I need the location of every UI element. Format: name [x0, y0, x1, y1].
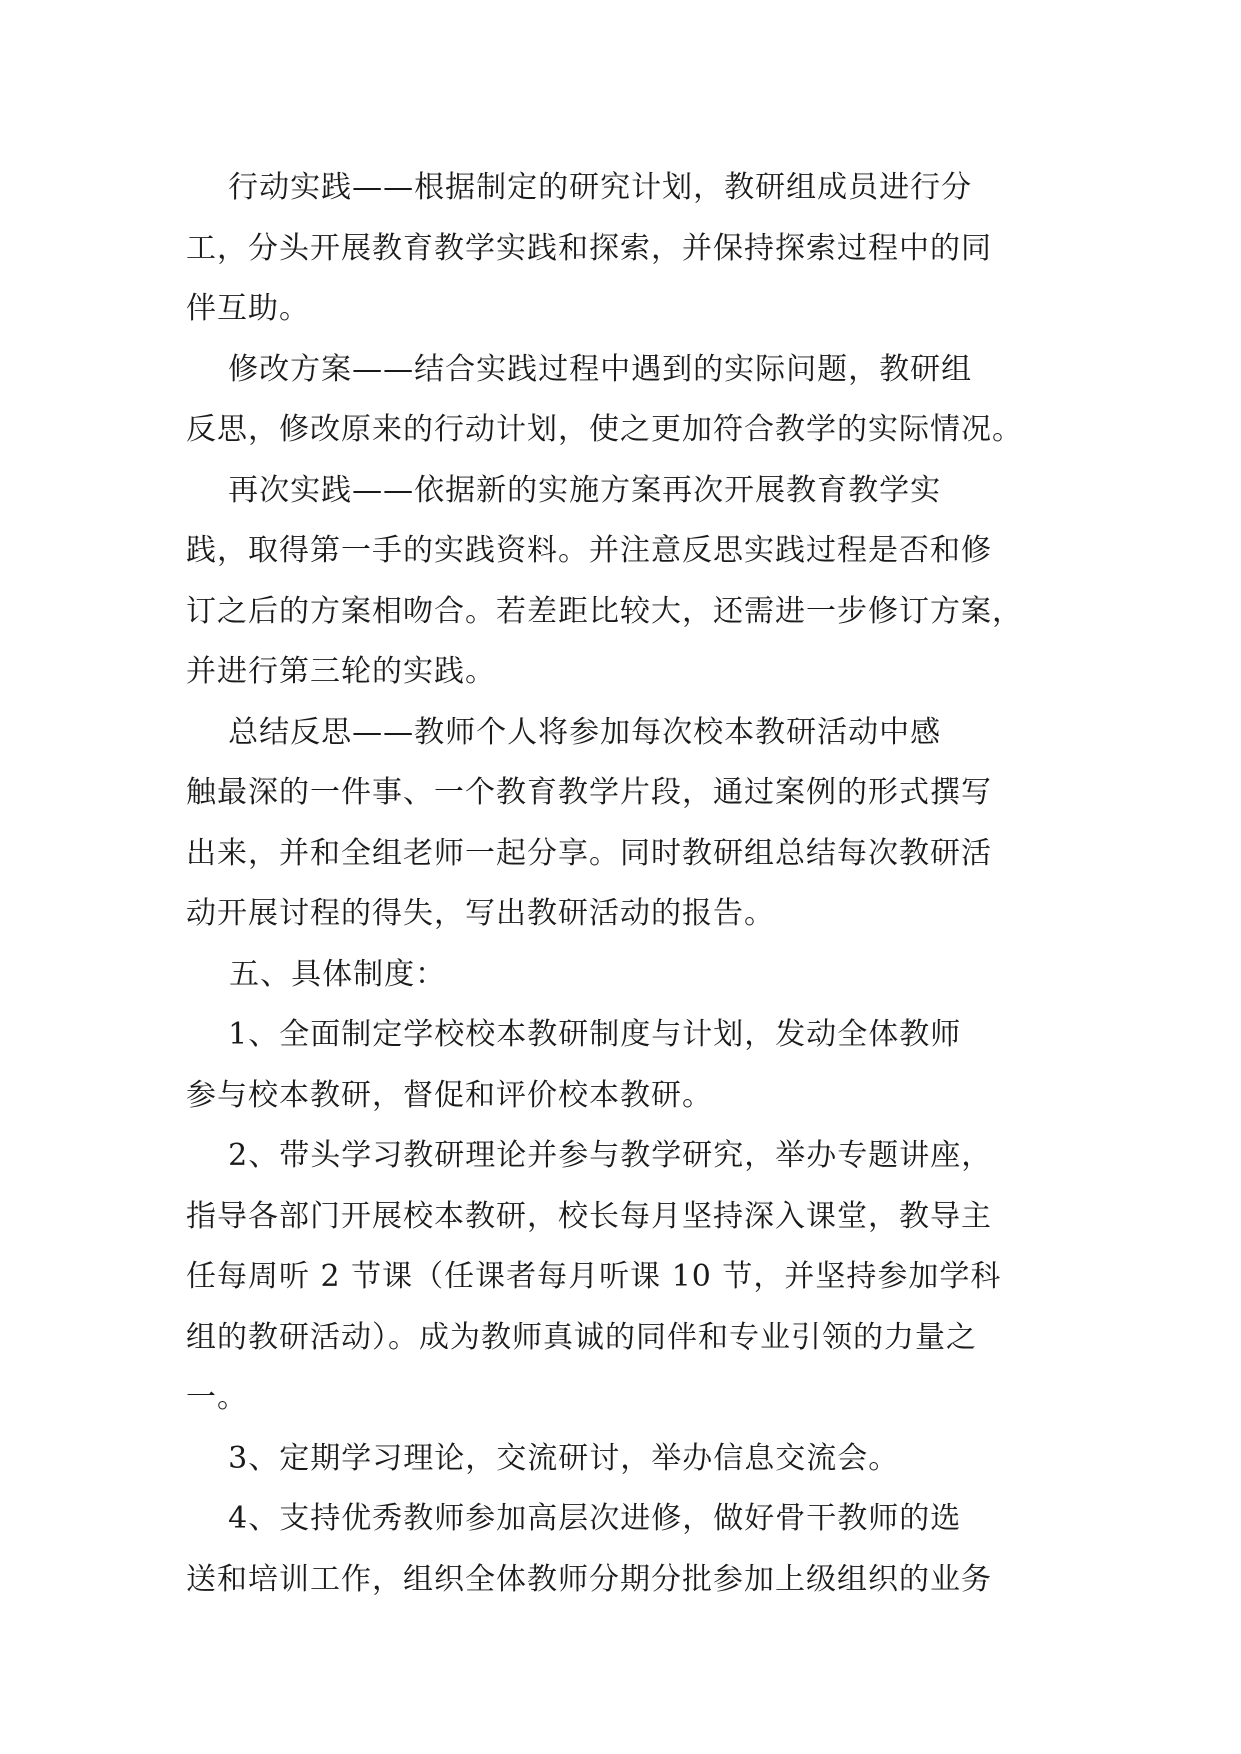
text-line: 4、支持优秀教师参加高层次进修，做好骨干教师的选 — [186, 1501, 962, 1536]
text-line: 指导各部门开展校本教研，校长每月坚持深入课堂，教导主 — [186, 1198, 992, 1234]
list-item-1 — [186, 1005, 1056, 1126]
text-line: 动开展讨程的得失，写出教研活动的报告。 — [186, 896, 775, 931]
text-line: 工，分头开展教育教学实践和探索，并保持探索过程中的同 — [186, 230, 992, 266]
text-line: 总结反思——教师个人将参加每次校本教研活动中感 — [186, 714, 942, 750]
text-line: 订之后的方案相吻合。若差距比较大，还需进一步修订方案， — [186, 593, 1023, 629]
text-line: 送和培训工作，组织全体教师分期分批参加上级组织的业务 — [186, 1561, 992, 1597]
section-heading-specific-system — [186, 945, 1056, 1006]
paragraph-summary-reflection — [186, 703, 1056, 945]
text-line: 行动实践——根据制定的研究计划，教研组成员进行分 — [186, 170, 973, 205]
text-line: 触最深的一件事、一个教育教学片段，通过案例的形式撰写 — [186, 775, 992, 810]
document-body — [186, 158, 1056, 1610]
section-heading: 五、具体制度： — [187, 956, 447, 992]
text-line: 出来，并和全组老师一起分享。同时教研组总结每次教研活 — [186, 835, 992, 871]
text-line: 2、带头学习教研理论并参与教学研究，举办专题讲座， — [186, 1138, 993, 1173]
list-item-2 — [186, 1126, 1056, 1429]
text-line: 组的教研活动）。成为教师真诚的同伴和专业引领的力量之 — [186, 1319, 977, 1355]
paragraph-practice-again — [186, 461, 1056, 703]
text-line: 修改方案——结合实践过程中遇到的实际问题，教研组 — [186, 351, 973, 387]
list-item-4 — [186, 1489, 1056, 1610]
text-line: 参与校本教研，督促和评价校本教研。 — [186, 1077, 713, 1113]
paragraph-revise-plan — [186, 340, 1056, 461]
text-line: 伴互助。 — [186, 291, 310, 326]
paragraph-action-practice — [186, 158, 1056, 340]
text-line: 3、定期学习理论，交流研讨，举办信息交流会。 — [186, 1440, 900, 1476]
list-item-3 — [186, 1429, 1056, 1490]
text-line: 践，取得第一手的实践资料。并注意反思实践过程是否和修 — [186, 533, 992, 568]
text-line: 反思，修改原来的行动计划，使之更加符合教学的实际情况。 — [186, 412, 1023, 447]
text-line: 再次实践——依据新的实施方案再次开展教育教学实 — [186, 472, 942, 508]
text-line: 并进行第三轮的实践。 — [186, 654, 496, 689]
text-line: 一。 — [186, 1380, 248, 1415]
text-line: 1、全面制定学校校本教研制度与计划，发动全体教师 — [186, 1017, 962, 1052]
text-line: 任每周听 2 节课（任课者每月听课 10 节，并坚持参加学科 — [186, 1259, 1002, 1294]
